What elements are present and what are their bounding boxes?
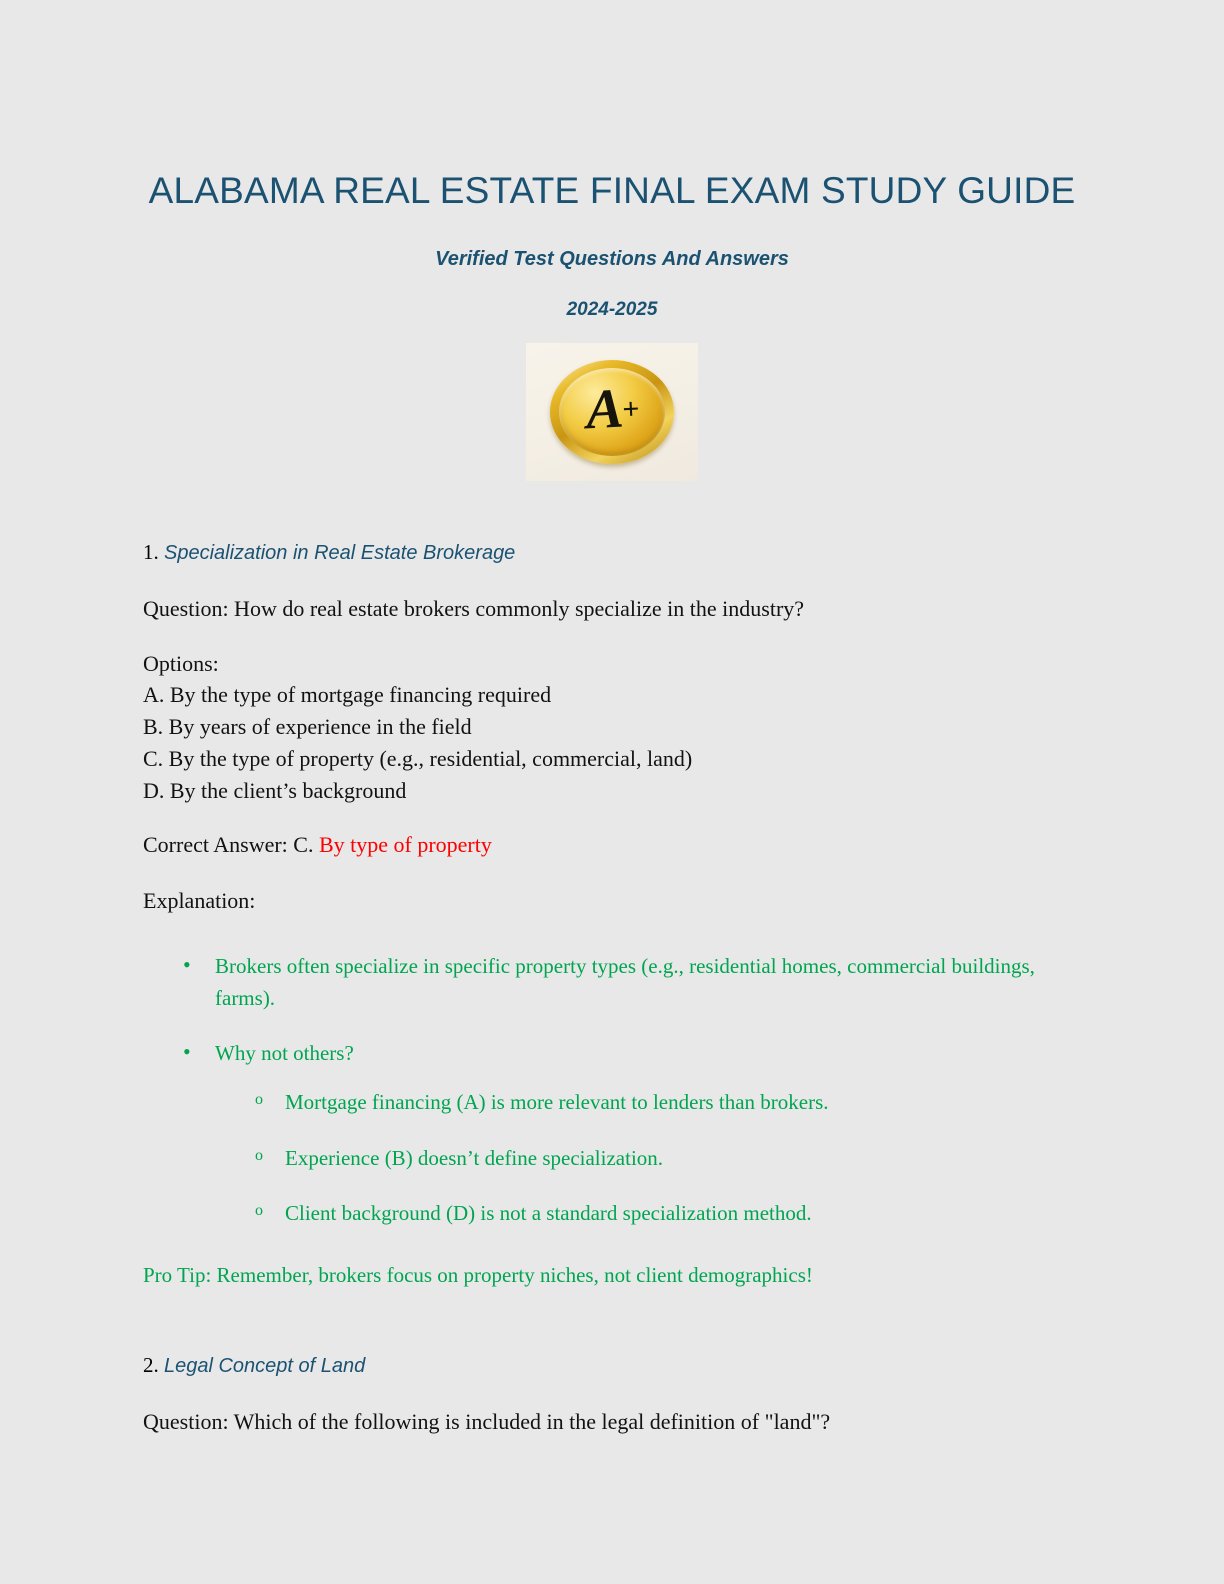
bullet-text-1: Brokers often specialize in specific property types (e.g., residential homes, commercial buildings, farms). [215, 953, 1035, 1011]
sub-list-item: o Mortgage financing (A) is more relevant to lenders than brokers. [215, 1087, 1094, 1119]
explanation-bullets-1 [143, 940, 1094, 1230]
option-b: B. By years of experience in the field [143, 714, 472, 740]
question-text-2: Question: Which of the following is included in the legal definition of "land"? [143, 1408, 831, 1434]
sub-list-item: o Client background (D) is not a standard specialization method. [215, 1198, 1094, 1230]
gold-medal-icon [550, 360, 674, 464]
options-label-1: Options: [143, 650, 219, 676]
a-plus-text: A+ [584, 377, 640, 442]
question-text-1: Question: How do real estate brokers commonly specialize in the industry? [143, 595, 805, 621]
section-title-1: Specialization in Real Estate Brokerage [164, 542, 516, 565]
option-d: D. By the client’s background [143, 778, 407, 804]
explanation-label-1: Explanation: [143, 887, 256, 913]
option-a: A. By the type of mortgage financing required [143, 682, 552, 708]
document-header [0, 0, 1224, 321]
bullet-text-2: Why not others? [215, 1040, 354, 1065]
document-body [0, 481, 1224, 1460]
answer-value: By type of property [318, 831, 492, 857]
sub-list-item: o Experience (B) doesn’t define specialization. [215, 1143, 1094, 1175]
list-item [143, 950, 1094, 1015]
section-heading-2 [143, 1352, 1094, 1405]
section-number-1: 1. [143, 540, 159, 565]
answer-prefix: Correct Answer: C. [143, 831, 314, 857]
explanation-subbullets-1 [215, 1087, 1094, 1230]
medal-face [559, 368, 665, 456]
section-spacer [143, 1290, 1094, 1352]
document-year: 2024-2025 [566, 298, 658, 320]
option-c: C. By the type of property (e.g., residential, commercial, land) [143, 746, 693, 772]
section-number-2: 2. [143, 1353, 159, 1378]
section-heading-1 [143, 539, 1094, 592]
a-plus-badge-image [526, 343, 698, 481]
options-list-1 [143, 648, 1094, 829]
section-title-2: Legal Concept of Land [164, 1355, 366, 1378]
page-title: ALABAMA REAL ESTATE FINAL EXAM STUDY GUIDE [148, 170, 1076, 211]
pro-tip-1: Pro Tip: Remember, brokers focus on property niches, not client demographics! [143, 1262, 813, 1287]
correct-answer-1 [143, 829, 1094, 885]
list-item [143, 1037, 1094, 1230]
document-subtitle: Verified Test Questions And Answers [435, 247, 789, 270]
